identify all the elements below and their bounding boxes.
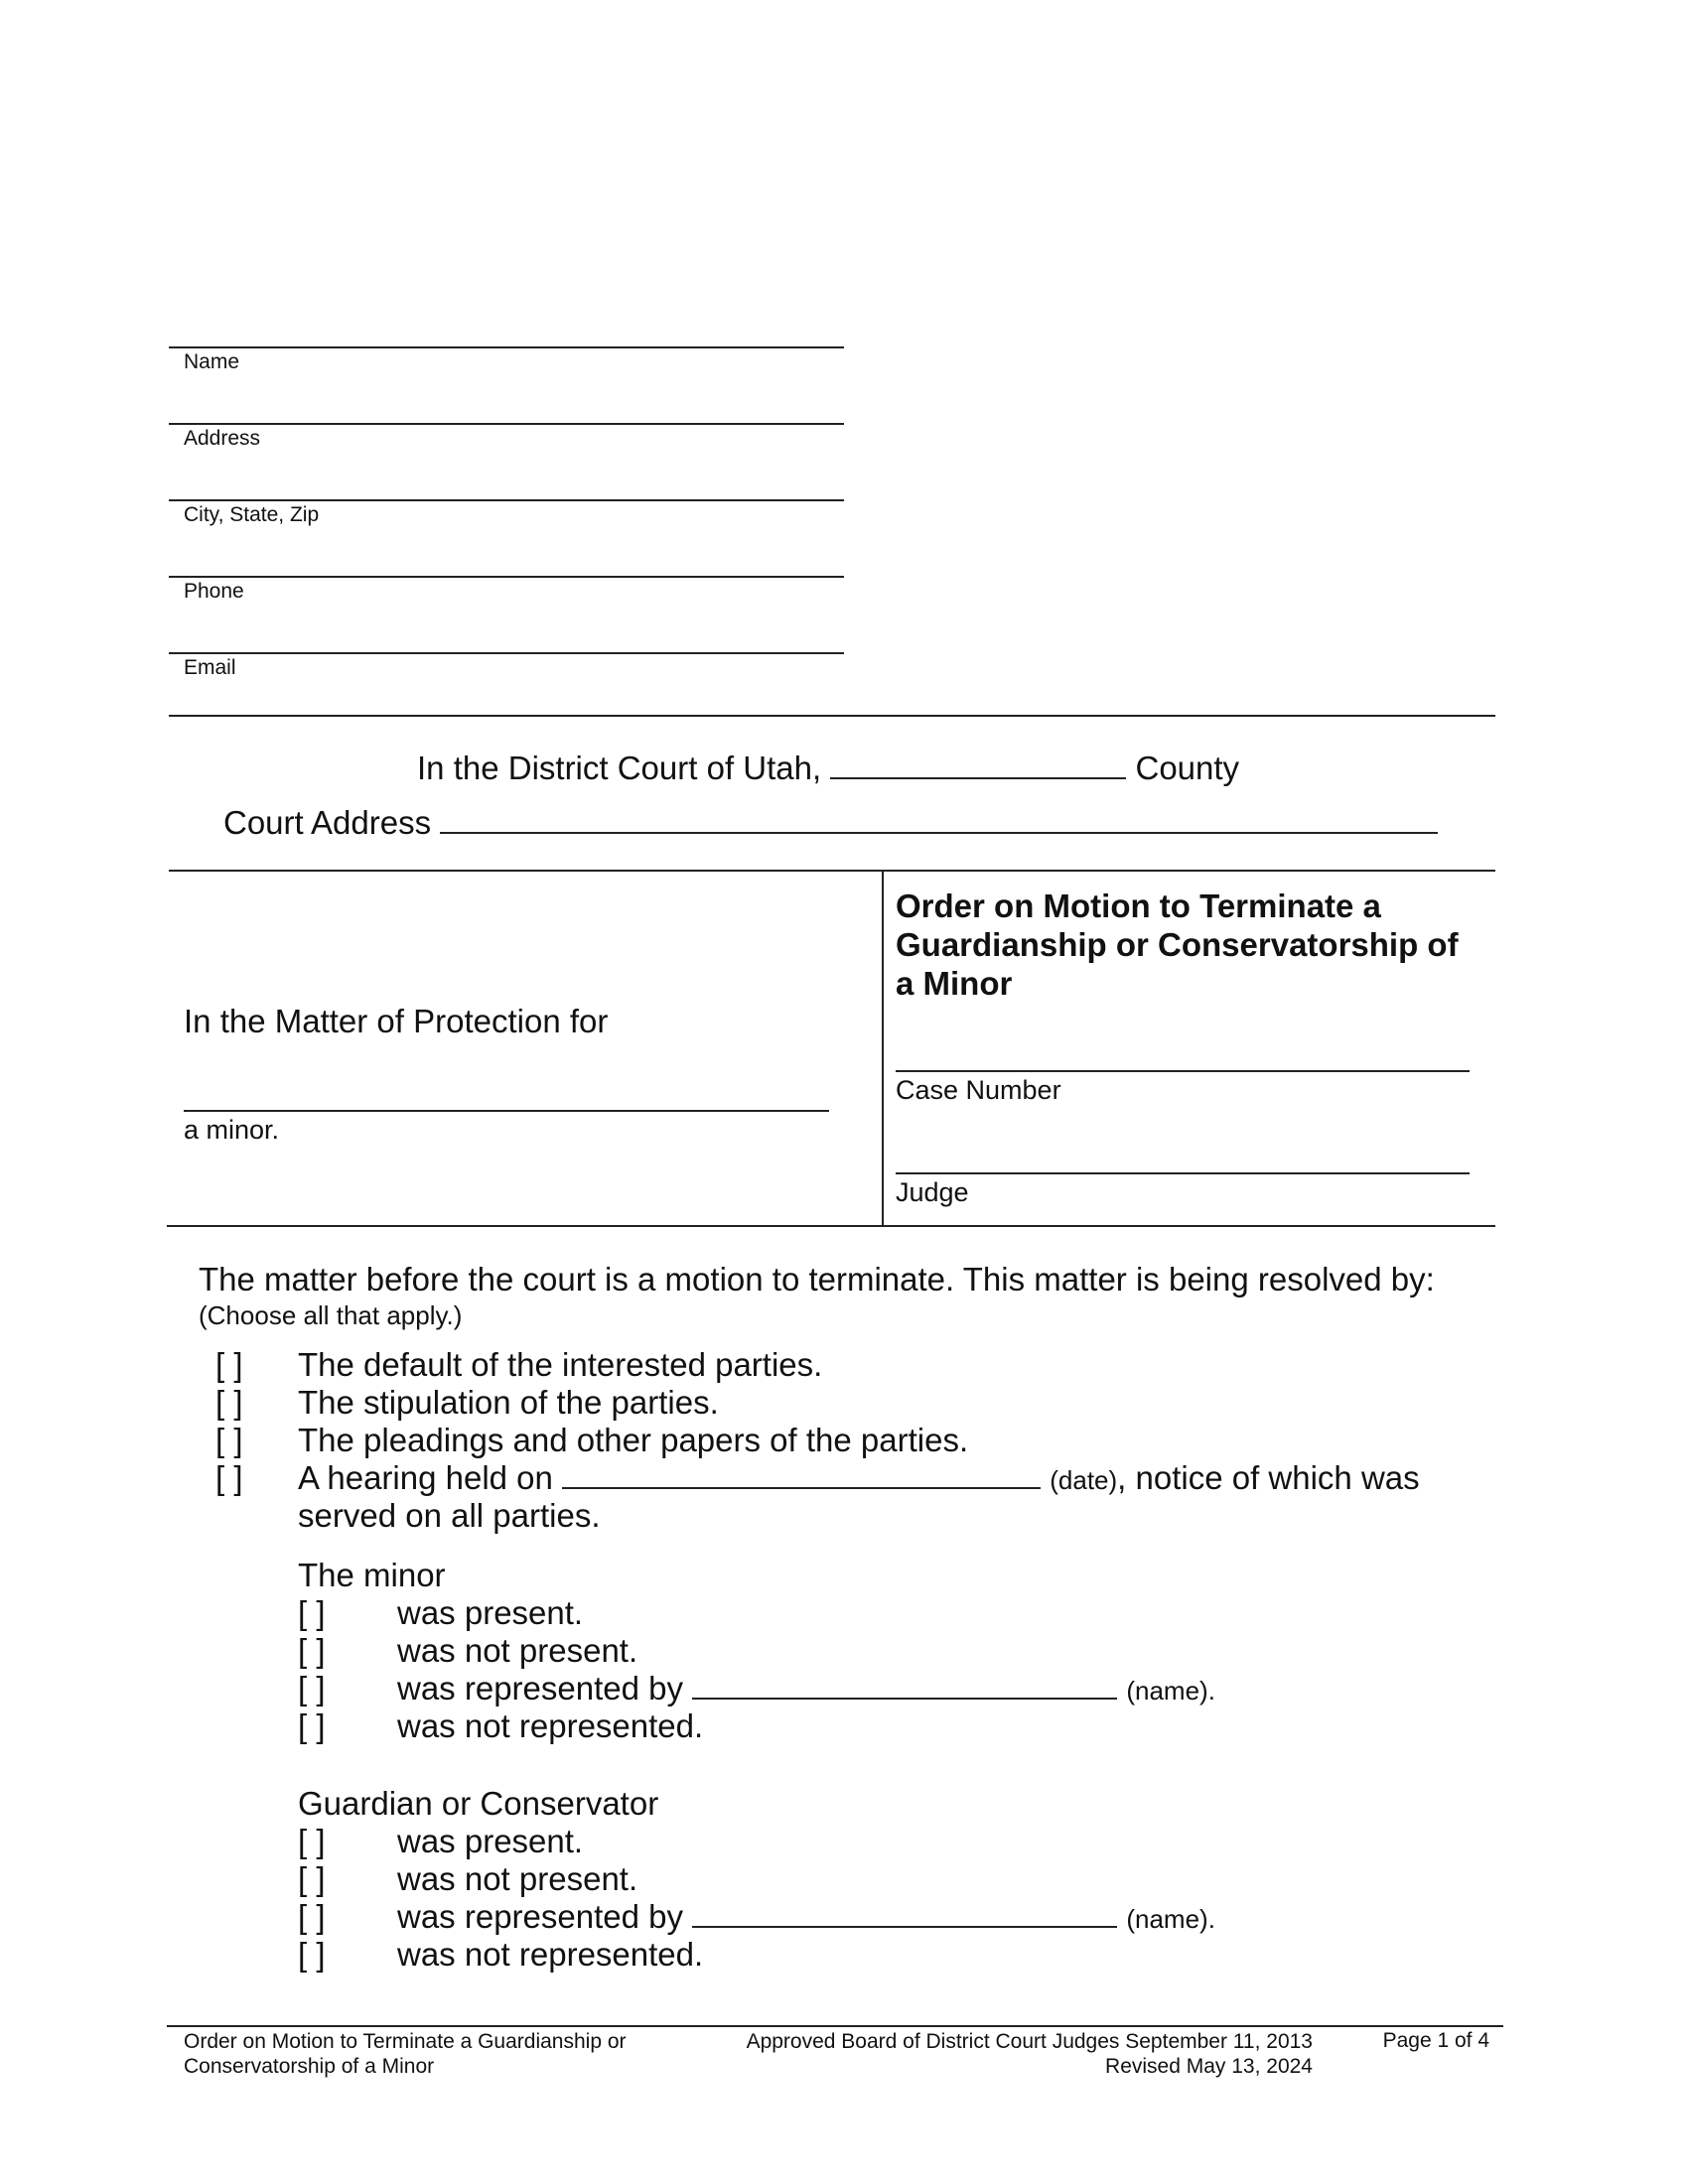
hearing-suffix: , notice of which was	[1117, 1459, 1420, 1496]
hearing-date-note: (date)	[1050, 1465, 1118, 1495]
footer-form-title-line1: Order on Motion to Terminate a Guardianship or	[184, 2030, 627, 2053]
court-prefix: In the District Court of Utah,	[417, 750, 822, 786]
address-line[interactable]	[169, 423, 844, 425]
guardian-representative-blank[interactable]	[692, 1900, 1117, 1928]
checkbox-pleadings[interactable]: [ ]	[215, 1422, 243, 1458]
guardian-present: was present.	[397, 1823, 584, 1859]
matter-label: In the Matter of Protection for	[184, 1003, 609, 1039]
footer-approval	[695, 2029, 1313, 2079]
guardian-name-note: (name).	[1126, 1904, 1215, 1934]
caption-bottom-border	[167, 1225, 1495, 1227]
checkbox-guardian-present[interactable]: [ ]	[298, 1823, 326, 1859]
checkbox-guardian-not-present[interactable]: [ ]	[298, 1860, 326, 1897]
city-state-zip-label: City, State, Zip	[184, 503, 320, 526]
guardian-not-present: was not present.	[397, 1860, 638, 1897]
checkbox-minor-present[interactable]: [ ]	[298, 1594, 326, 1631]
guardian-represented-label: was represented by	[397, 1898, 683, 1935]
checkbox-hearing[interactable]: [ ]	[215, 1459, 243, 1496]
checkbox-guardian-represented[interactable]: [ ]	[298, 1898, 326, 1935]
minor-not-represented: was not represented.	[397, 1707, 704, 1744]
document-title: Order on Motion to Terminate a Guardianship or Conservatorship of a Minor	[896, 887, 1459, 1002]
name-line[interactable]	[169, 346, 844, 348]
email-line[interactable]	[169, 652, 844, 654]
county-blank[interactable]	[830, 751, 1126, 779]
court-suffix: County	[1135, 750, 1240, 786]
checkbox-minor-not-represented[interactable]: [ ]	[298, 1707, 326, 1744]
court-line	[417, 750, 1239, 787]
option-stipulation: The stipulation of the parties.	[298, 1384, 719, 1421]
case-number-label: Case Number	[896, 1075, 1061, 1105]
minor-present: was present.	[397, 1594, 584, 1631]
footer-page-number: Page 1 of 4	[1382, 2029, 1489, 2052]
minor-name-note: (name).	[1126, 1676, 1215, 1706]
option-pleadings: The pleadings and other papers of the parties.	[298, 1422, 969, 1458]
email-label: Email	[184, 656, 236, 679]
minor-label: a minor.	[184, 1115, 280, 1145]
option-default: The default of the interested parties.	[298, 1346, 823, 1383]
hearing-date-blank[interactable]	[562, 1461, 1041, 1489]
footer-revised: Revised May 13, 2024	[1105, 2055, 1313, 2078]
phone-label: Phone	[184, 580, 244, 603]
checkbox-stipulation[interactable]: [ ]	[215, 1384, 243, 1421]
checkbox-guardian-not-represented[interactable]: [ ]	[298, 1936, 326, 1973]
minor-name-line[interactable]	[184, 1110, 829, 1112]
choose-note: (Choose all that apply.)	[199, 1300, 463, 1330]
option-hearing	[298, 1459, 1420, 1497]
minor-not-present: was not present.	[397, 1632, 638, 1669]
minor-represented-label: was represented by	[397, 1670, 683, 1706]
footer-rule	[167, 2025, 1503, 2027]
city-state-zip-line[interactable]	[169, 499, 844, 501]
name-label: Name	[184, 350, 240, 373]
caption-divider	[882, 870, 884, 1225]
judge-label: Judge	[896, 1177, 969, 1207]
minor-representative-blank[interactable]	[692, 1672, 1117, 1700]
minor-represented	[397, 1670, 1215, 1707]
divider	[169, 715, 1495, 717]
footer-form-title	[184, 2029, 627, 2079]
phone-line[interactable]	[169, 576, 844, 578]
checkbox-default[interactable]: [ ]	[215, 1346, 243, 1383]
court-address-line	[223, 804, 1438, 842]
judge-line[interactable]	[896, 1172, 1470, 1174]
checkbox-minor-represented[interactable]: [ ]	[298, 1670, 326, 1706]
guardian-represented	[397, 1898, 1215, 1936]
intro-text: The matter before the court is a motion to terminate. This matter is being resolved by:	[199, 1261, 1435, 1297]
minor-heading: The minor	[298, 1557, 446, 1593]
footer-approved: Approved Board of District Court Judges September 11, 2013	[746, 2030, 1313, 2053]
footer-form-title-line2: Conservatorship of a Minor	[184, 2055, 435, 2078]
guardian-not-represented: was not represented.	[397, 1936, 704, 1973]
court-address-blank[interactable]	[440, 806, 1438, 834]
caption-top-border	[169, 870, 1495, 872]
hearing-line2: served on all parties.	[298, 1497, 601, 1534]
address-label: Address	[184, 427, 261, 450]
checkbox-minor-not-present[interactable]: [ ]	[298, 1632, 326, 1669]
guardian-heading: Guardian or Conservator	[298, 1785, 659, 1822]
hearing-prefix: A hearing held on	[298, 1459, 553, 1496]
case-number-line[interactable]	[896, 1070, 1470, 1072]
court-address-label: Court Address	[223, 804, 432, 841]
